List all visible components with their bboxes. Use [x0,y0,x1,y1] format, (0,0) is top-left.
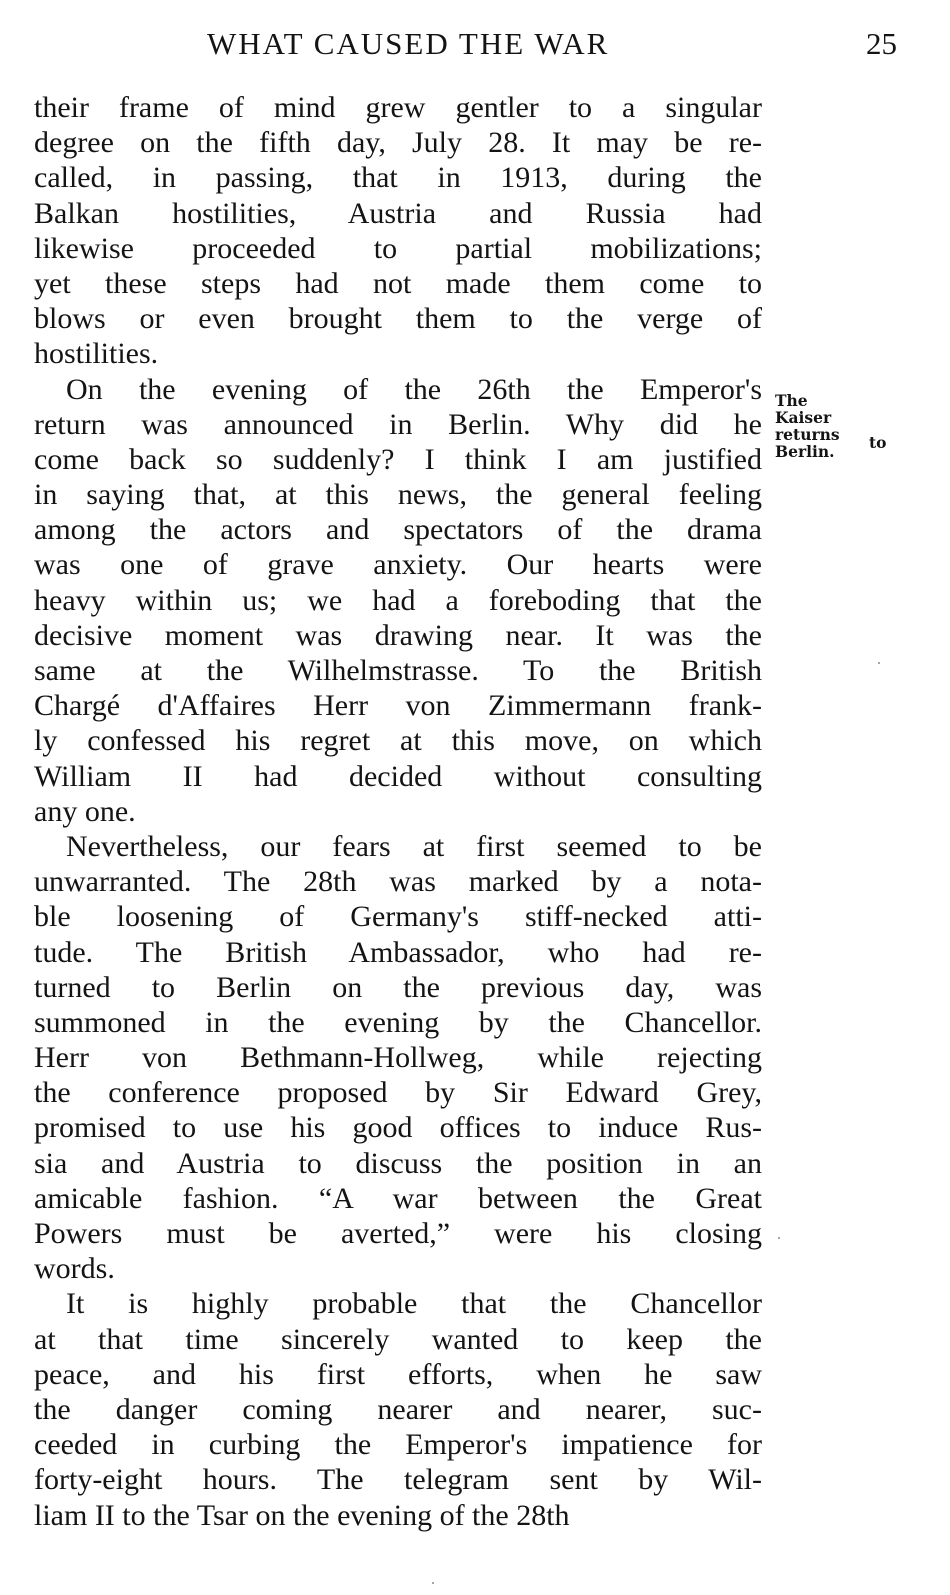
paper-speck [778,1237,780,1239]
text-line: the danger coming nearer and nearer, suc- [34,1392,762,1426]
running-title: WHAT CAUSED THE WAR [207,26,610,61]
text-line: words. [34,1252,115,1286]
text-line: their frame of mind grew gentler to a singular [34,91,762,124]
text-line: Nevertheless, our fears at first seemed to be [66,829,762,863]
text-line: decisive moment was drawing near. It was the [34,618,762,652]
text-line: ceeded in curbing the Emperor's impatience for [34,1428,762,1462]
text-line: in saying that, at this news, the general feeling [34,478,762,512]
margin-note-line: returns [775,425,840,444]
paragraph [34,90,762,372]
text-line: peace, and his first efforts, when he saw [34,1357,762,1391]
text-line: amicable fashion. “A war between the Great [34,1181,762,1215]
text-line: liam II to the Tsar on the evening of the 28th [34,1498,570,1532]
text-line: William II had decided without consulting [34,759,762,793]
paper-speck [432,1582,434,1584]
text-line: come back so suddenly? I think I am justified [34,442,762,476]
text-line: turned to Berlin on the previous day, was [34,970,762,1004]
text-line: Chargé d'Affaires Herr von Zimmermann frank- [34,689,762,723]
text-line: tude. The British Ambassador, who had re- [34,935,762,969]
text-line: Herr von Bethmann-Hollweg, while rejecting [34,1041,762,1075]
running-head [0,26,950,66]
margin-note-line: Kaiser [775,408,832,427]
margin-note [775,384,905,460]
text-line: same at the Wilhelmstrasse. To the British [34,654,762,687]
text-line: heavy within us; we had a foreboding that the [34,583,762,617]
text-line: ly confessed his regret at this move, on which [34,724,762,758]
text-line: called, in passing, that in 1913, during the [34,161,762,195]
text-line: return was announced in Berlin. Why did he [34,407,762,441]
text-line: Balkan hostilities, Austria and Russia had [34,196,762,230]
text-line: sia and Austria to discuss the position in an [34,1146,762,1180]
text-line: unwarranted. The 28th was marked by a nota- [34,865,762,899]
paragraph [34,1286,762,1532]
margin-note-line: The [775,391,808,410]
text-line: at that time sincerely wanted to keep the [34,1322,762,1356]
page-number: 25 [866,26,897,61]
body-text [34,90,762,1533]
text-line: hostilities. [34,337,159,371]
text-line: likewise proceeded to partial mobilizations; [34,231,762,265]
paragraph [34,829,762,1286]
text-line: promised to use his good offices to induce Rus- [34,1111,762,1145]
text-line: On the evening of the 26th the Emperor's [66,372,762,406]
text-line: ble loosening of Germany's stiff-necked atti- [34,900,762,934]
paragraph [34,372,762,829]
text-line: It is highly probable that the Chancellor [66,1287,762,1321]
text-line: degree on the fifth day, July 28. It may be re- [34,126,762,160]
text-line: Powers must be averted,” were his closing [34,1217,762,1250]
text-line: was one of grave anxiety. Our hearts were [34,548,762,582]
text-line: blows or even brought them to the verge of [34,302,762,336]
text-line: the conference proposed by Sir Edward Grey, [34,1076,762,1110]
text-line: summoned in the evening by the Chancellor. [34,1005,762,1039]
text-line: among the actors and spectators of the drama [34,513,762,547]
text-line: any one. [34,794,136,828]
margin-note-line: Berlin. [775,442,835,461]
text-line: yet these steps had not made them come to [34,266,762,300]
margin-note-trailing-word: to [869,433,887,452]
paper-speck [878,662,880,664]
text-line: forty-eight hours. The telegram sent by Wil- [34,1463,762,1497]
